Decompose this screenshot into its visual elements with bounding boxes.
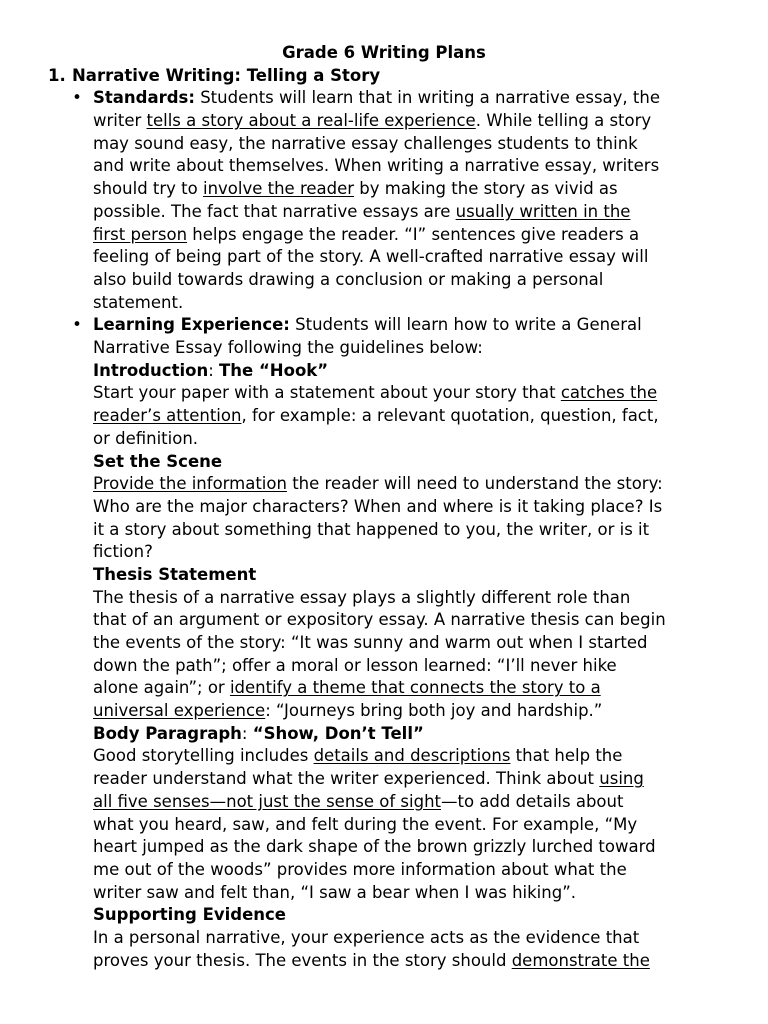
text-run: or definition. <box>93 428 199 448</box>
bold-text: “Show, Don’t Tell” <box>252 723 424 743</box>
text-run: Who are the major characters? When and where is it taking place? Is <box>93 496 663 516</box>
bullet-lines <box>93 314 723 972</box>
text-run: me out of the woods” provides more information about what the <box>93 859 627 879</box>
bullet-dot-icon: • <box>72 315 82 335</box>
text-line <box>93 655 723 678</box>
section-heading-text: Narrative Writing: Telling a Story <box>72 65 381 85</box>
text-line <box>93 904 723 927</box>
text-line <box>93 814 723 837</box>
text-run: : <box>241 723 253 743</box>
text-run: and write about themselves. When writing a narrative essay, writers <box>93 156 660 176</box>
text-run: the reader will need to understand the story: <box>286 474 663 494</box>
bullet-dot-icon: • <box>72 88 82 108</box>
text-run: should try to <box>93 179 203 199</box>
text-line <box>93 723 723 746</box>
section-heading <box>48 65 380 88</box>
text-run: Start your paper with a statement about your story that <box>93 383 561 403</box>
text-run: Students will learn that in writing a narrative essay, the <box>194 88 660 108</box>
text-run: Narrative Essay following the guidelines below: <box>93 338 483 358</box>
text-line <box>93 700 723 723</box>
text-line <box>93 927 723 950</box>
text-line <box>93 496 723 519</box>
text-line <box>93 224 723 247</box>
text-line <box>93 451 723 474</box>
text-run: that help the <box>510 746 623 766</box>
text-run: may sound easy, the narrative essay challenges students to think <box>93 133 638 153</box>
bold-text: Body Paragraph <box>93 723 242 743</box>
text-run: that of an argument or expository essay. A narrative thesis can begin <box>93 610 666 630</box>
text-line <box>93 541 723 564</box>
bullet-lines <box>93 87 723 314</box>
text-line <box>93 473 723 496</box>
text-line <box>93 246 723 269</box>
text-line <box>93 314 723 337</box>
underlined-text: universal experience <box>93 701 266 721</box>
text-run: the events of the story: “It was sunny and warm out when I started <box>93 633 648 653</box>
underlined-text: details and descriptions <box>313 746 511 766</box>
text-run: possible. The fact that narrative essays are <box>93 201 456 221</box>
text-run: feeling of being part of the story. A well-crafted narrative essay will <box>93 247 649 267</box>
text-run: it a story about something that happened to you, the writer, or is it <box>93 519 650 539</box>
text-run: writer <box>93 111 147 131</box>
text-run: , for example: a relevant quotation, question, fact, <box>241 406 659 426</box>
text-run: In a personal narrative, your experience acts as the evidence that <box>93 927 640 947</box>
text-line <box>93 950 723 973</box>
text-line <box>93 87 723 110</box>
text-run: alone again”; or <box>93 678 230 698</box>
text-line <box>93 110 723 133</box>
text-run: reader understand what the writer experienced. Think about <box>93 769 600 789</box>
text-line <box>93 269 723 292</box>
text-run: proves your thesis. The events in the story should <box>93 950 512 970</box>
document-title: Grade 6 Writing Plans <box>282 43 486 62</box>
text-line <box>93 745 723 768</box>
bold-text: Thesis Statement <box>93 564 257 584</box>
underlined-text: usually written in the <box>455 201 631 221</box>
underlined-text: tells a story about a real-life experience <box>146 111 476 131</box>
text-run: heart jumped as the dark shape of the brown grizzly lurched toward <box>93 837 656 857</box>
text-line <box>93 836 723 859</box>
text-line <box>93 564 723 587</box>
text-run: also build towards drawing a conclusion or making a personal <box>93 269 604 289</box>
bold-text: Supporting Evidence <box>93 905 286 925</box>
text-line <box>93 791 723 814</box>
bullet-standards <box>72 87 723 314</box>
underlined-text: identify a theme that connects the story to a <box>229 678 601 698</box>
text-line <box>93 428 723 451</box>
text-run: what you heard, saw, and felt during the event. For example, “My <box>93 814 638 834</box>
text-run: down the path”; offer a moral or lesson learned: “I’ll never hike <box>93 655 617 675</box>
text-run: statement. <box>93 292 184 312</box>
bold-text: Set the Scene <box>93 451 223 471</box>
section-number: 1. <box>48 65 66 85</box>
text-line <box>93 768 723 791</box>
text-run: fiction? <box>93 542 153 562</box>
text-line <box>93 405 723 428</box>
underlined-text: first person <box>93 224 188 244</box>
text-run: by making the story as vivid as <box>354 179 618 199</box>
text-line <box>93 677 723 700</box>
bold-text: Learning Experience: <box>93 315 290 335</box>
text-line <box>93 609 723 632</box>
text-run: The thesis of a narrative essay plays a slightly different role than <box>93 587 631 607</box>
text-run: writer saw and felt than, “I saw a bear when I was hiking”. <box>93 882 576 902</box>
text-line <box>93 292 723 315</box>
underlined-text: Provide the information <box>93 474 287 494</box>
text-line <box>93 337 723 360</box>
bold-text: The “Hook” <box>219 360 329 380</box>
text-line <box>93 632 723 655</box>
underlined-text: all five senses—not just the sense of sight <box>93 791 441 811</box>
text-line <box>93 859 723 882</box>
text-line <box>93 360 723 383</box>
text-line <box>93 519 723 542</box>
text-run: : “Journeys bring both joy and hardship.” <box>265 701 603 721</box>
bold-text: Introduction <box>93 360 209 380</box>
text-line <box>93 201 723 224</box>
text-run: helps engage the reader. “I” sentences give readers a <box>187 224 640 244</box>
text-line <box>93 587 723 610</box>
text-run: Students will learn how to write a General <box>289 315 642 335</box>
underlined-text: reader’s attention <box>93 406 242 426</box>
text-line <box>93 882 723 905</box>
text-line <box>93 178 723 201</box>
underlined-text: involve the reader <box>202 179 355 199</box>
bold-text: Standards: <box>93 88 195 108</box>
underlined-text: catches the <box>560 383 658 403</box>
underlined-text: using <box>599 769 644 789</box>
text-line <box>93 155 723 178</box>
underlined-text: demonstrate the <box>511 950 650 970</box>
text-run: . While telling a story <box>475 111 652 131</box>
text-line <box>93 382 723 405</box>
text-line <box>93 133 723 156</box>
text-run: Good storytelling includes <box>93 746 314 766</box>
text-run: —to add details about <box>441 791 624 811</box>
bullet-learning-experience <box>72 314 723 972</box>
text-run: : <box>208 360 220 380</box>
